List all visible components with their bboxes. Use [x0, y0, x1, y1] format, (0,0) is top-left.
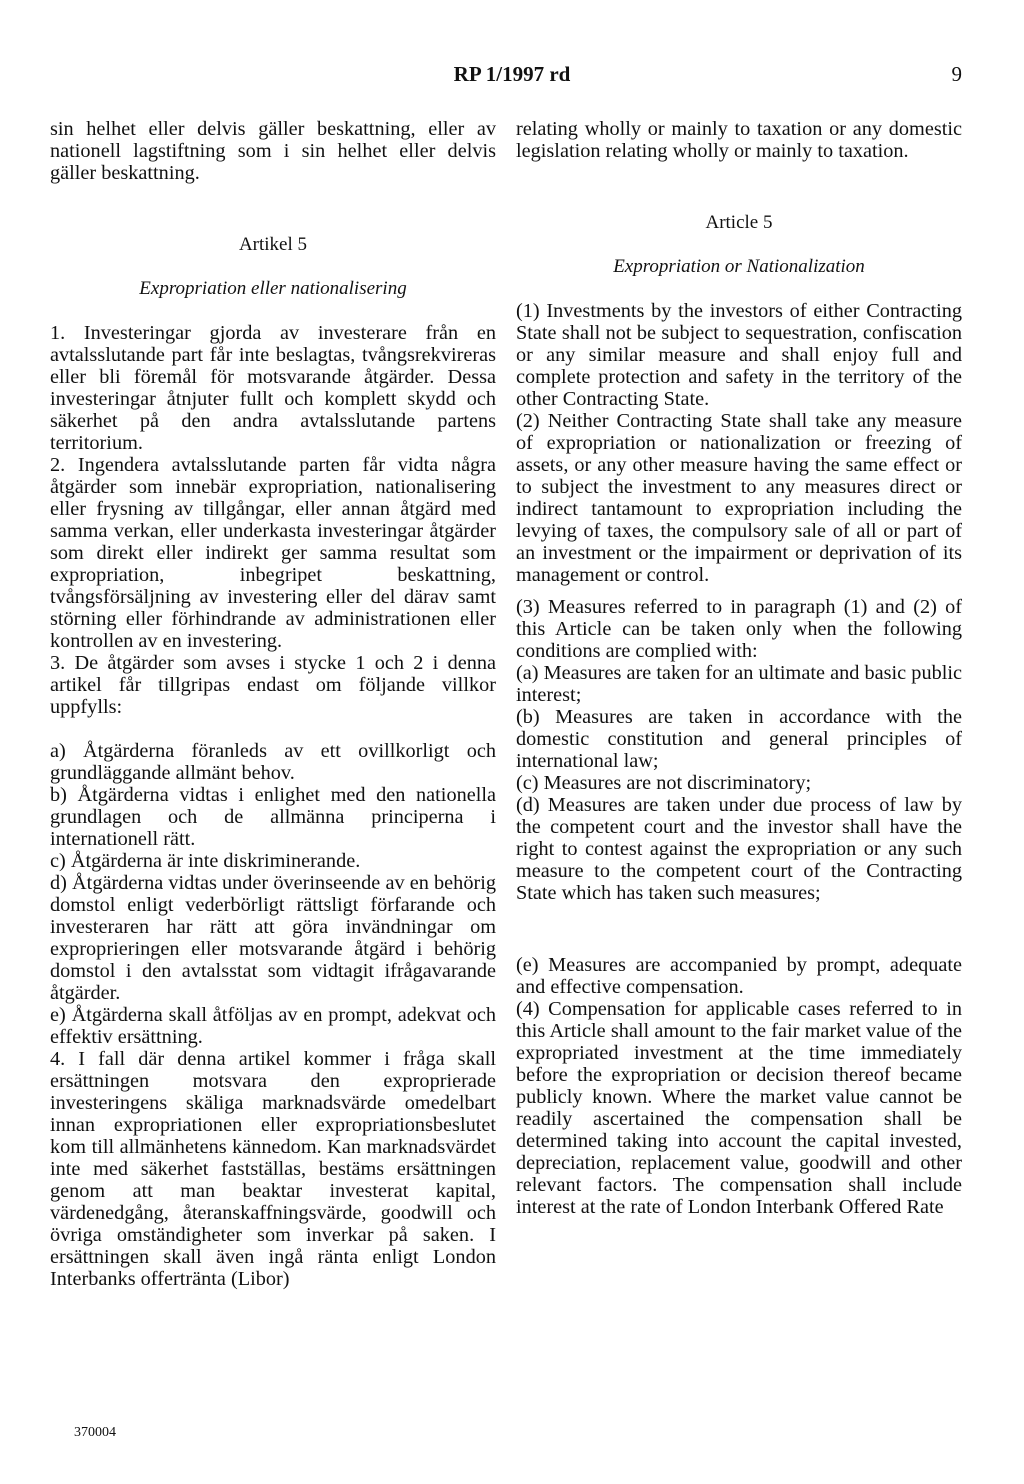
english-condition-d: (d) Measures are taken under due process of law by the competent court and the investor shall have the right to contest against the expropriation or any such measure to the competent court of the Contracting State which has taken such measures; — [516, 794, 962, 904]
swedish-article-subtitle: Expropriation eller nationalisering — [139, 278, 407, 299]
swedish-condition-a: a) Åtgärderna föranleds av ett ovillkorligt och grundläggande allmänt behov. — [50, 740, 496, 784]
swedish-article-title: Artikel 5 — [238, 234, 308, 255]
english-paragraph-4: (4) Compensation for applicable cases referred to in this Article shall amount to the fair market value of the expropriated investment at the time immediately before the expropriation or decision thereof became publicly known. Where the market value cannot be readily ascertained the compensation shall be determined taking into account the capital invested, depreciation, replacement value, goodwill and other relevant factors. The compensation shall include interest at the rate of London Interbank Offered Rate — [516, 998, 962, 1218]
english-article-title: Article 5 — [705, 212, 773, 233]
swedish-paragraph-3: 3. De åtgärder som avses i stycke 1 och 2 i denna artikel får tillgripas endast om följande villkor uppfylls: — [50, 652, 496, 718]
english-intro-paragraph: relating wholly or mainly to taxation or any domestic legislation relating wholly or mainly to taxation. — [516, 118, 962, 162]
english-paragraph-3: (3) Measures referred to in paragraph (1) and (2) of this Article can be taken only when the following conditions are complied with: — [516, 596, 962, 662]
english-column — [516, 118, 962, 1218]
swedish-paragraph-4: 4. I fall där denna artikel kommer i fråga skall ersättningen motsvara den exproprierade investeringens skäliga marknadsvärde omedelbart innan expropriationen eller expropriationsbeslutet kom till allmänhetens kännedom. Kan marknadsvärdet inte med säkerhet fastställas, bestäms ersättningen genom att man beaktar investerat kapital, värdenedgång, återanskaffningsvärde, goodwill och övriga omständigheter som inverkar på saken. I ersättningen skall även ingå ränta enligt London Interbanks offertränta (Libor) — [50, 1048, 496, 1290]
english-paragraph-1: (1) Investments by the investors of either Contracting State shall not be subject to sequestration, confiscation or any similar measure and shall enjoy full and complete protection and safety in the territory of the other Contracting State. — [516, 300, 962, 410]
page-number: 9 — [951, 62, 962, 86]
swedish-paragraph-1: 1. Investeringar gjorda av investerare från en avtalsslutande part får inte beslagtas, tvångsrekvireras eller bli föremål för motsvarande åtgärder. Dessa investeringar åtnjuter fullt och komplett skydd och säkerhet på den andra avtalsslutande partens territorium. — [50, 322, 496, 454]
swedish-condition-d: d) Åtgärderna vidtas under överinseende av en behörig domstol enligt vederbörligt rättsligt förfarande och investeraren har rätt att göra invändningar om exproprieringen eller motsvarande åtgärd i behörig domstol i den avtalsstat som vidtagit ifrågavarande åtgärder. — [50, 872, 496, 1004]
english-condition-b: (b) Measures are taken in accordance with the domestic constitution and general principles of international law; — [516, 706, 962, 772]
swedish-condition-b: b) Åtgärderna vidtas i enlighet med den nationella grundlagen och de allmänna principerna i internationell rätt. — [50, 784, 496, 850]
english-paragraph-2: (2) Neither Contracting State shall take any measure of expropriation or nationalization or freezing of assets, or any other measure having the same effect or to subject the investment to any measures direct or indirect tantamount to expropriation including the levying of taxes, the compulsory sale of all or part of an investment or the impairment or deprivation of its management or control. — [516, 410, 962, 586]
english-condition-e: (e) Measures are accompanied by prompt, adequate and effective compensation. — [516, 954, 962, 998]
english-article-subtitle: Expropriation or Nationalization — [613, 256, 865, 277]
swedish-column — [50, 118, 496, 1290]
swedish-condition-e: e) Åtgärderna skall åtföljas av en prompt, adekvat och effektiv ersättning. — [50, 1004, 496, 1048]
english-condition-c: (c) Measures are not discriminatory; — [516, 772, 812, 794]
swedish-paragraph-2: 2. Ingendera avtalsslutande parten får vidta några åtgärder som innebär expropriation, nationalisering eller frysning av tillgångar, eller annan åtgärd med samma verkan, eller underkasta investeringar åtgärder som direkt eller indirekt ger samma resultat som expropriation, inbegripet beskattning, tvångsförsäljning av investering eller del därav samt störning eller förhindrande av administrationen eller kontrollen av en investering. — [50, 454, 496, 652]
page-header-title: RP 1/1997 rd — [453, 62, 571, 86]
swedish-intro-paragraph: sin helhet eller delvis gäller beskattning, eller av nationell lagstiftning som i sin helhet eller delvis gäller beskattning. — [50, 118, 496, 184]
footer-code: 370004 — [74, 1425, 116, 1440]
swedish-condition-c: c) Åtgärderna är inte diskriminerande. — [50, 850, 361, 872]
english-condition-a: (a) Measures are taken for an ultimate and basic public interest; — [516, 662, 962, 706]
